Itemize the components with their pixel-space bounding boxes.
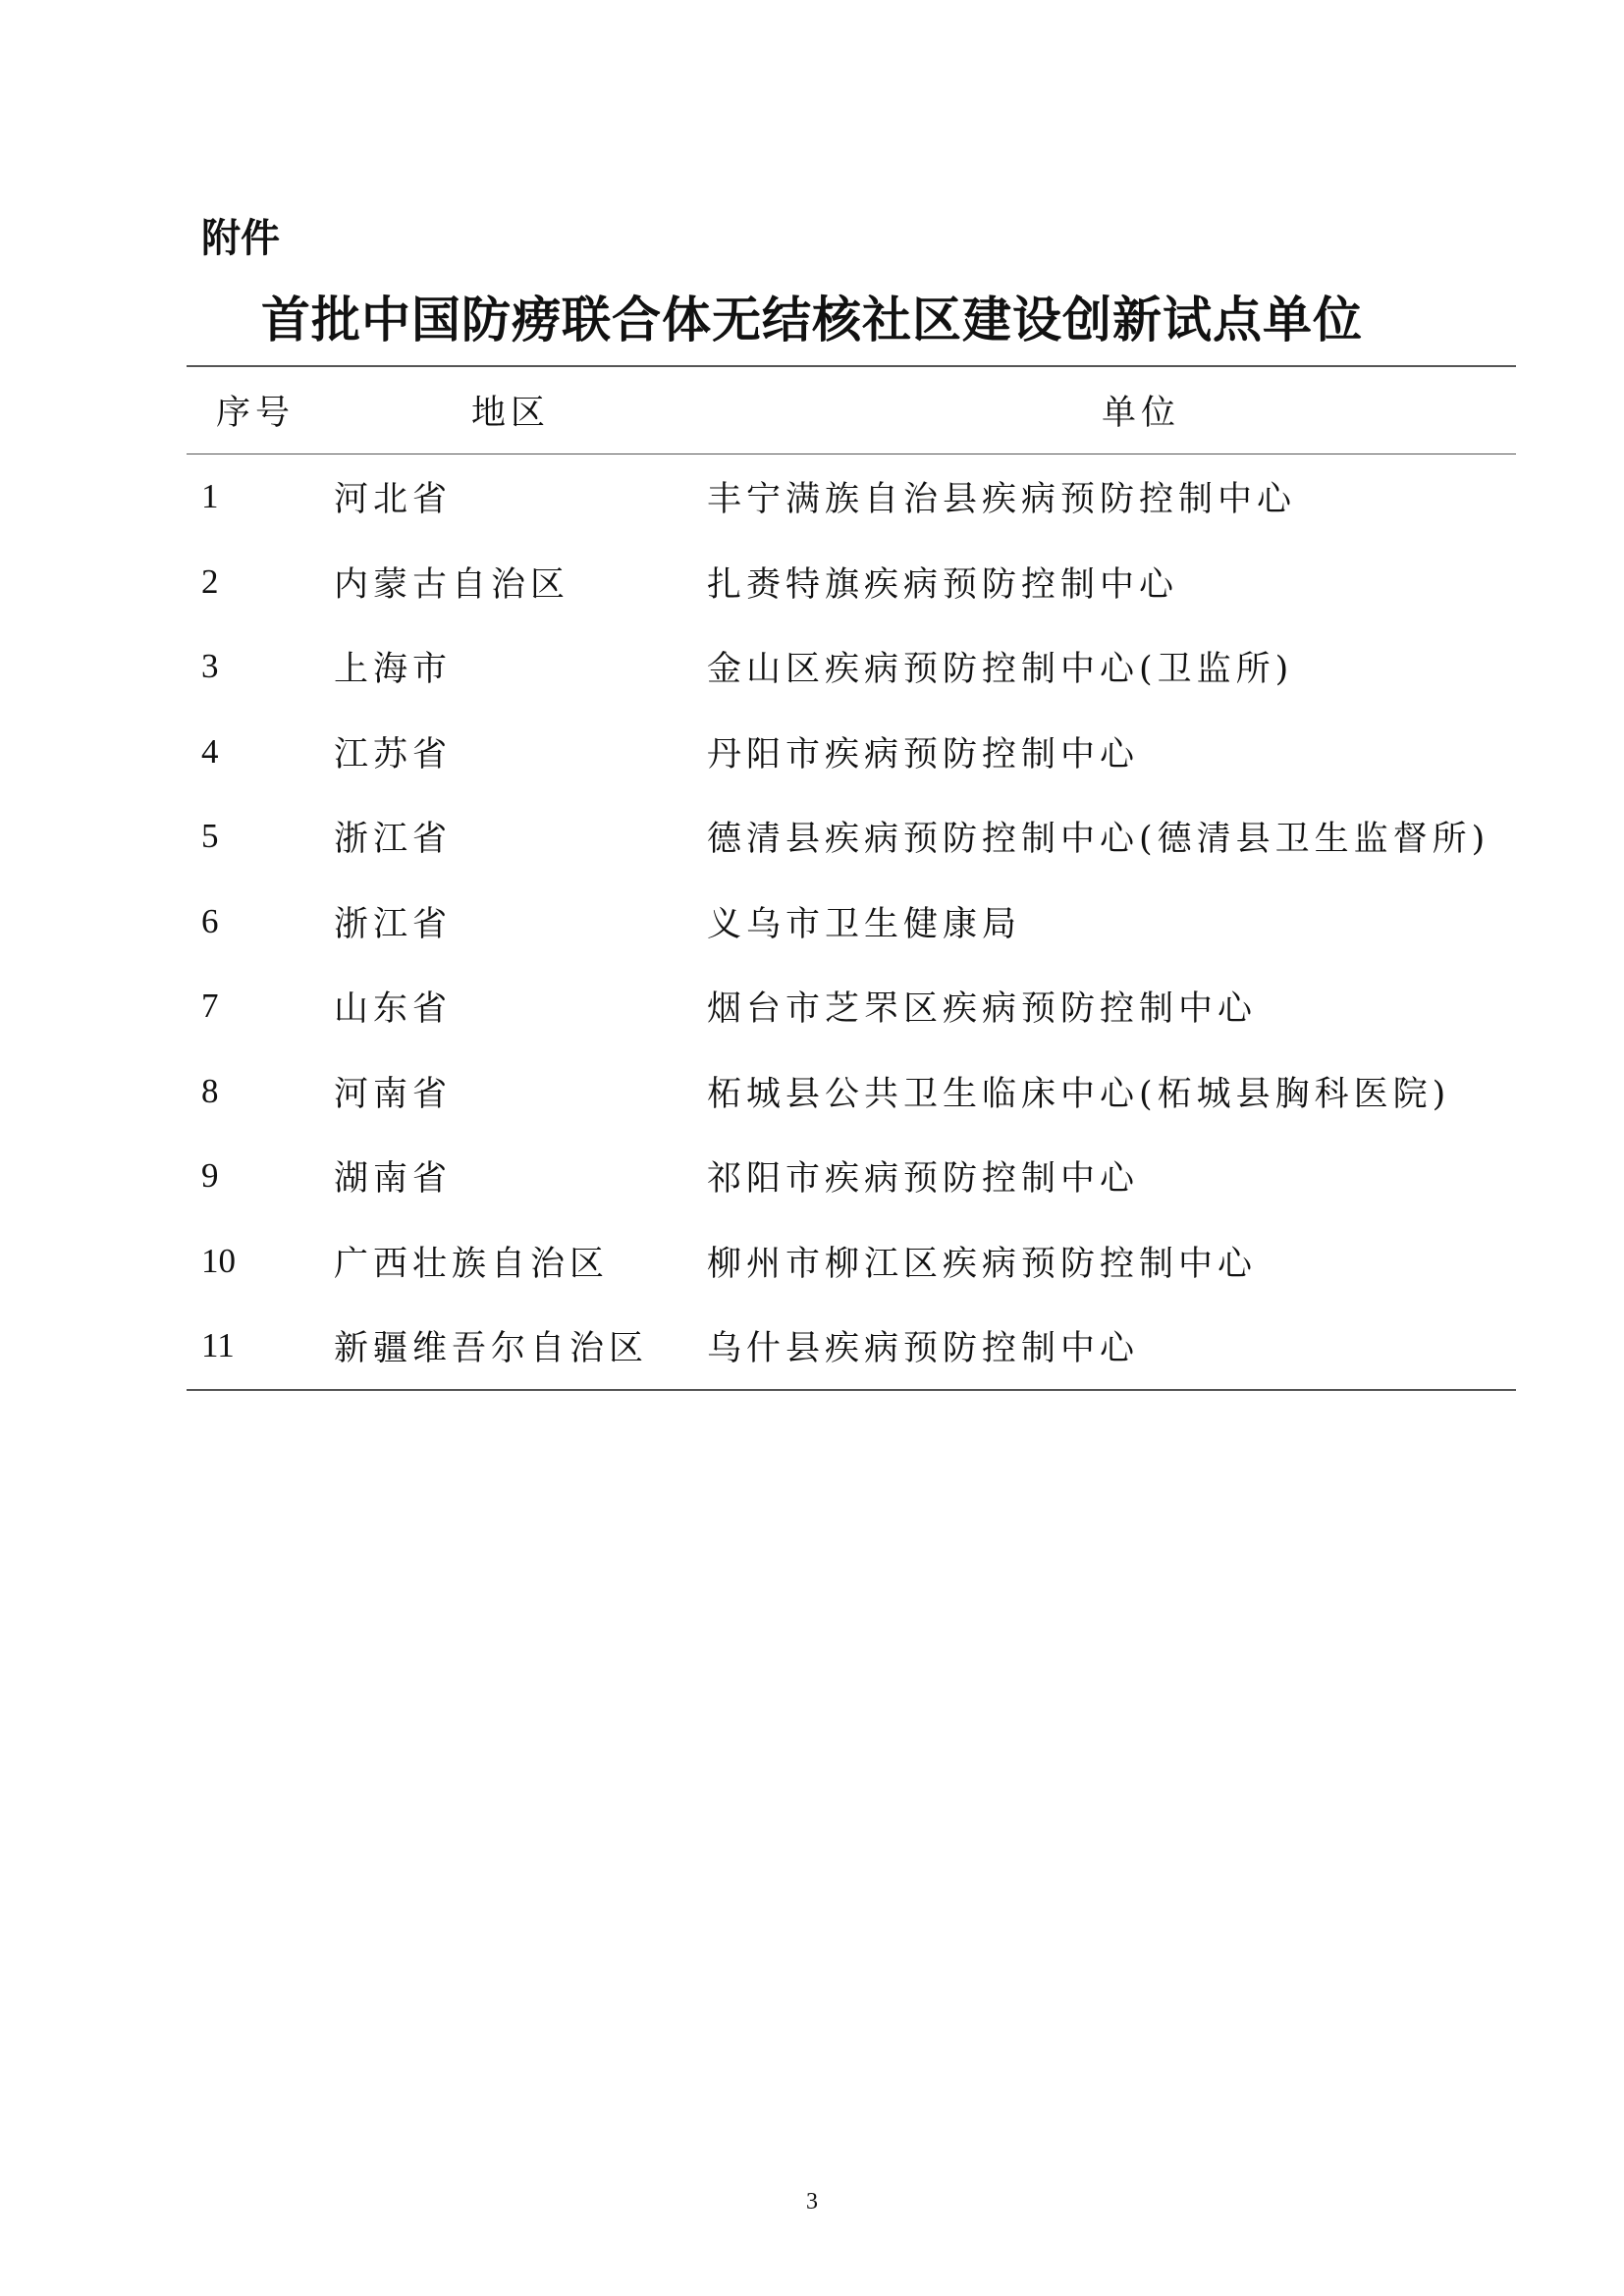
- row-index: 4: [201, 731, 219, 771]
- row-index: 3: [201, 647, 219, 686]
- row-unit: 扎赉特旗疾病预防控制中心: [707, 564, 1179, 605]
- row-unit: 祁阳市疾病预防控制中心: [707, 1159, 1140, 1200]
- row-index: 11: [201, 1326, 235, 1365]
- document-title: 首批中国防痨联合体无结核社区建设创新试点单位: [261, 291, 1363, 348]
- row-unit: 金山区疾病预防控制中心(卫监所): [707, 650, 1294, 690]
- row-region: 浙江省: [334, 904, 453, 944]
- row-region: 广西壮族自治区: [334, 1244, 610, 1284]
- row-index: 8: [201, 1071, 219, 1110]
- row-unit: 义乌市卫生健康局: [707, 904, 1022, 944]
- pilot-units-table: [187, 365, 1516, 1391]
- table-row: [187, 794, 1516, 880]
- attachment-label: 附件: [201, 216, 280, 261]
- row-unit: 丰宁满族自治县疾病预防控制中心: [707, 480, 1297, 520]
- row-index: 6: [201, 901, 219, 940]
- page-number: 3: [806, 2189, 818, 2215]
- row-index: 1: [201, 477, 219, 516]
- row-region: 河南省: [334, 1074, 453, 1114]
- row-region: 内蒙古自治区: [334, 564, 570, 605]
- row-unit: 柳州市柳江区疾病预防控制中心: [707, 1244, 1258, 1284]
- row-index: 5: [201, 817, 219, 856]
- table-row: [187, 1304, 1516, 1390]
- row-index: 9: [201, 1156, 219, 1196]
- header-region: 地区: [471, 394, 551, 433]
- table-row: [187, 964, 1516, 1049]
- header-index: 序号: [216, 394, 296, 433]
- row-region: 湖南省: [334, 1159, 453, 1200]
- table-row: [187, 1134, 1516, 1219]
- table-row: [187, 540, 1516, 625]
- table-row: [187, 880, 1516, 965]
- row-unit: 烟台市芝罘区疾病预防控制中心: [707, 989, 1258, 1030]
- row-index: 2: [201, 561, 219, 601]
- table-row: [187, 454, 1516, 540]
- row-unit: 德清县疾病预防控制中心(德清县卫生监督所): [707, 820, 1490, 860]
- row-index: 10: [201, 1241, 236, 1280]
- row-unit: 乌什县疾病预防控制中心: [707, 1329, 1140, 1369]
- table-row: [187, 1219, 1516, 1305]
- row-index: 7: [201, 987, 219, 1026]
- table-row: [187, 710, 1516, 795]
- row-region: 江苏省: [334, 734, 453, 774]
- table-row: [187, 1049, 1516, 1135]
- row-region: 浙江省: [334, 820, 453, 860]
- row-unit: 柘城县公共卫生临床中心(柘城县胸科医院): [707, 1074, 1451, 1114]
- row-region: 山东省: [334, 989, 453, 1030]
- row-unit: 丹阳市疾病预防控制中心: [707, 734, 1140, 774]
- table-header-row: [187, 366, 1516, 454]
- header-unit: 单位: [1102, 394, 1181, 433]
- row-region: 河北省: [334, 480, 453, 520]
- row-region: 上海市: [334, 650, 453, 690]
- table-row: [187, 624, 1516, 710]
- row-region: 新疆维吾尔自治区: [334, 1329, 649, 1369]
